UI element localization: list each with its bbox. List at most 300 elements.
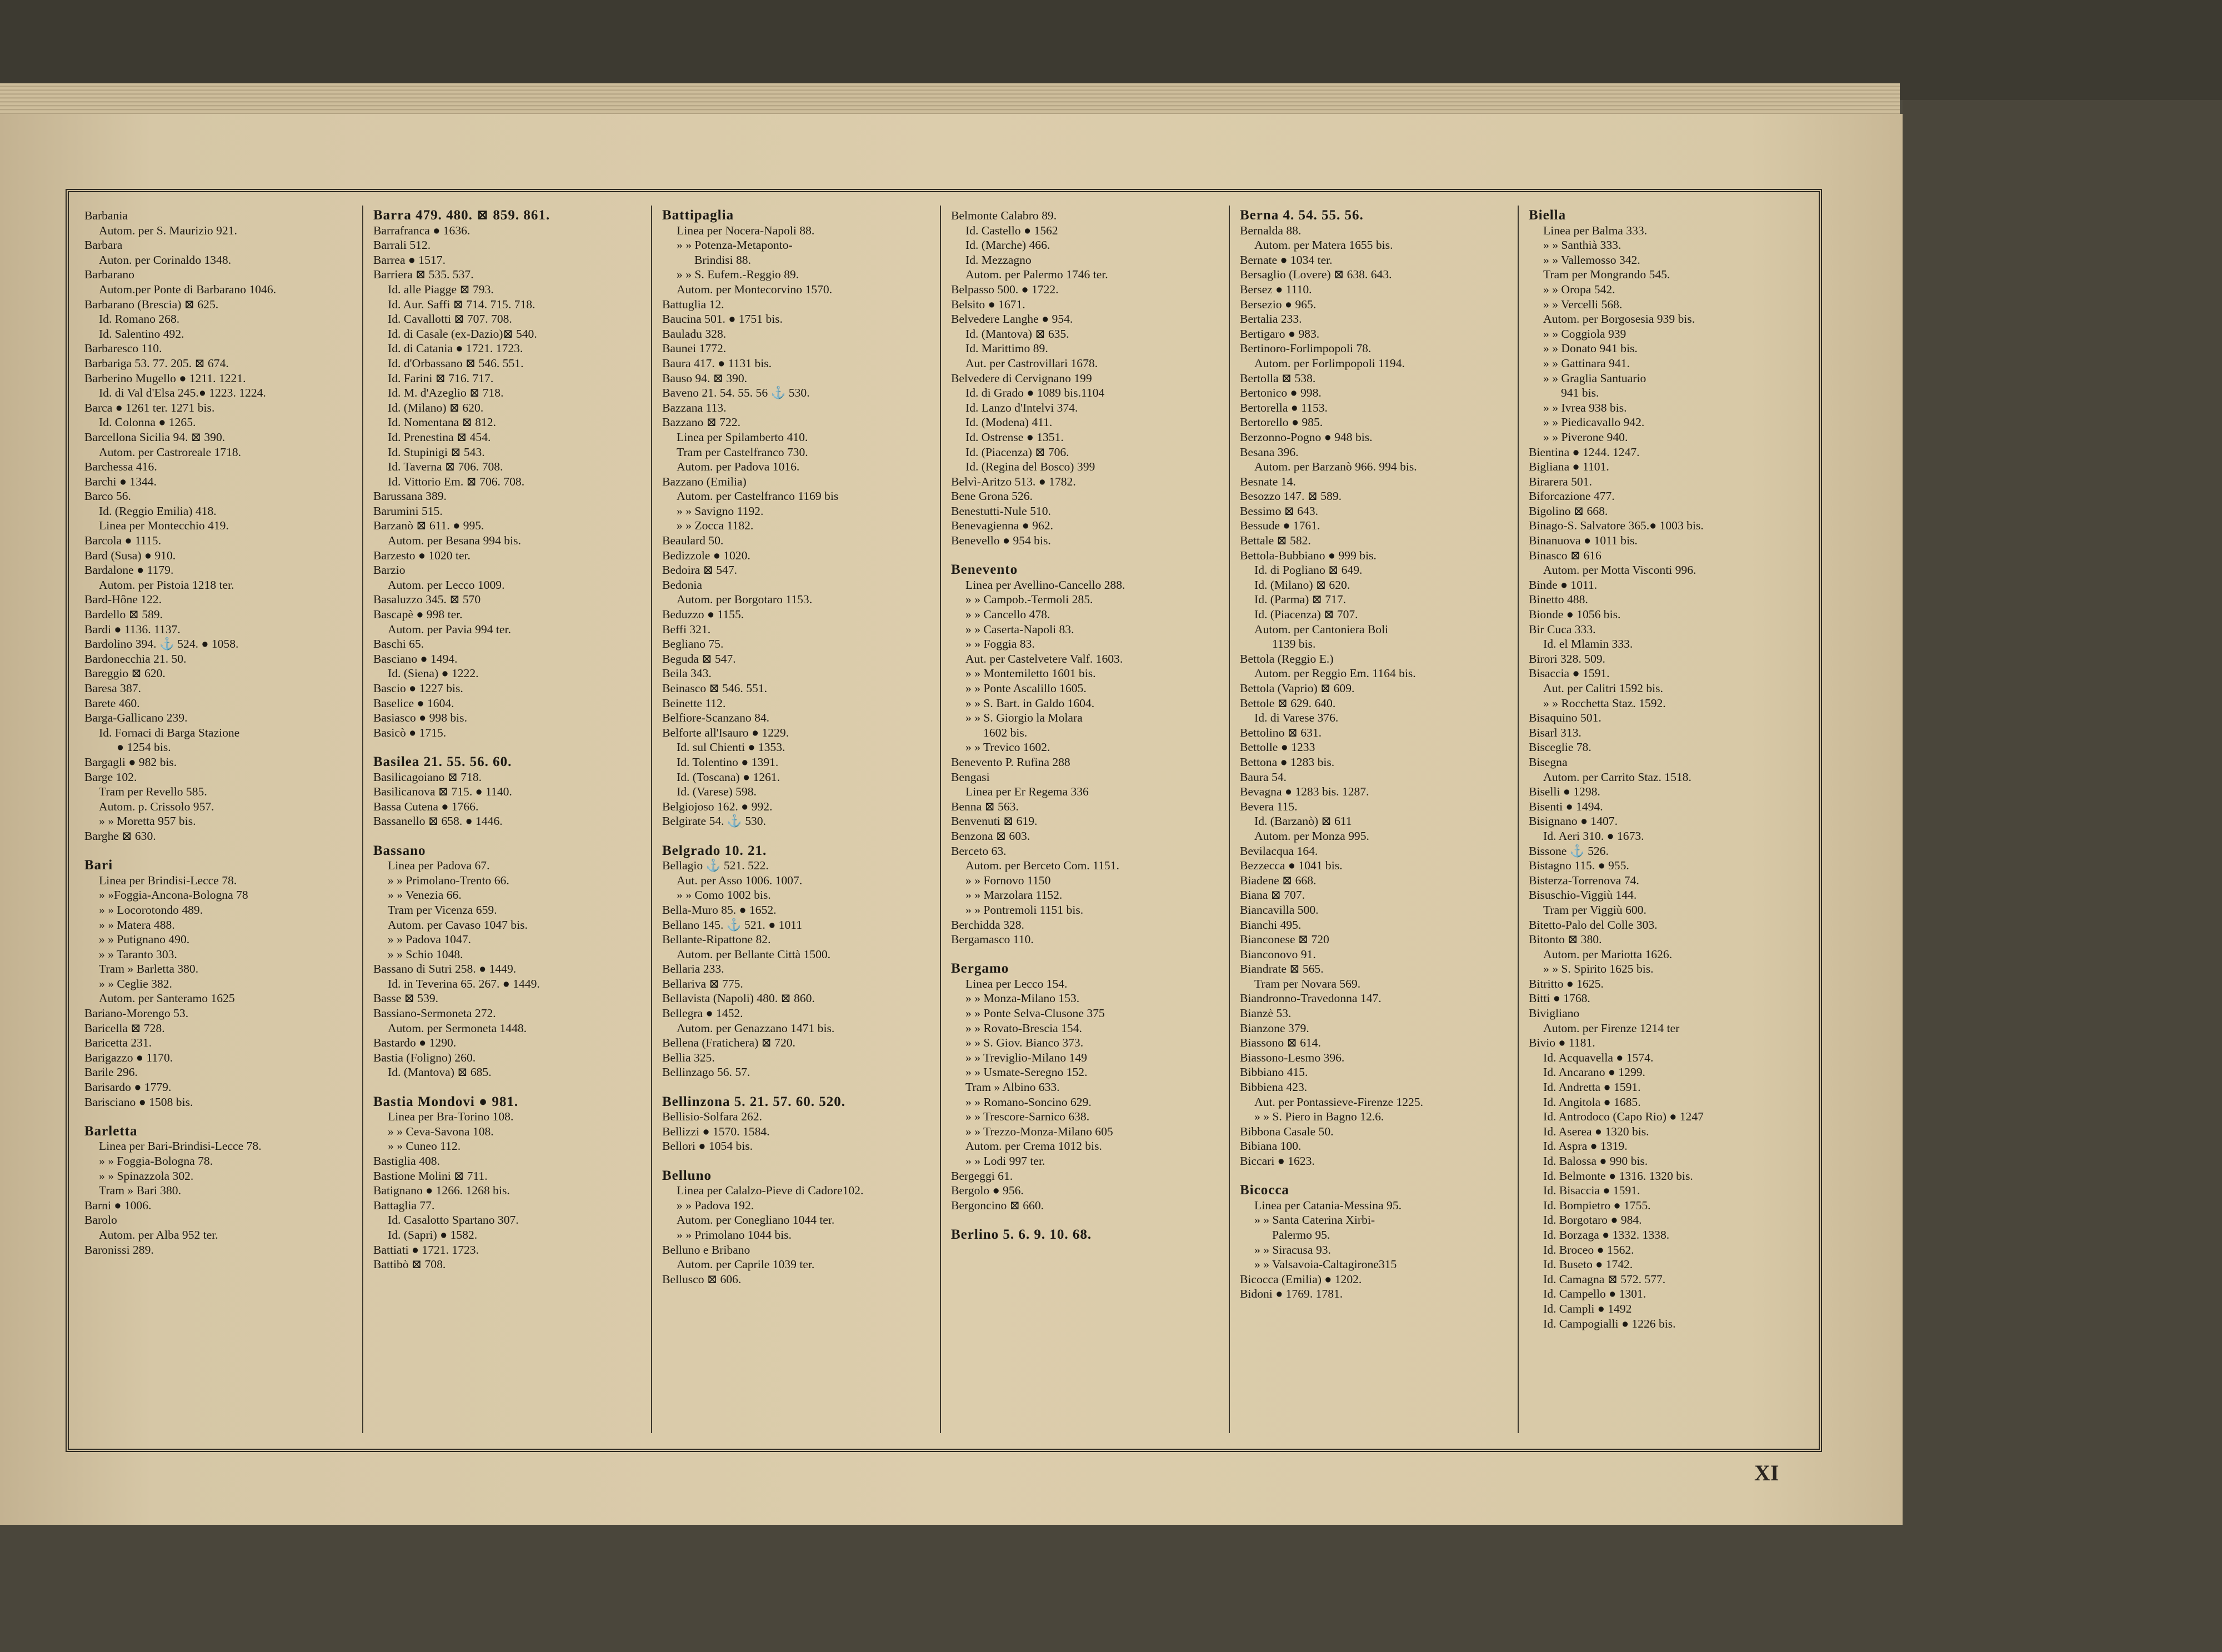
index-entry: Barga-Gallicano 239. [84, 711, 188, 725]
index-entry: ● 1254 bis. [117, 740, 171, 754]
index-entry: » » Donato 941 bis. [1543, 342, 1638, 356]
index-entry: Beaulard 50. [662, 534, 724, 548]
index-entry: Barile 296. [84, 1065, 138, 1079]
index-entry: Bazzano ⊠ 722. [662, 415, 741, 429]
index-entry: Bertorello ● 985. [1240, 415, 1323, 429]
index-entry: Linea per Calalzo-Pieve di Cadore102. [677, 1184, 864, 1198]
index-entry: Id. Prenestina ⊠ 454. [388, 430, 491, 444]
index-entry: Bezzecca ● 1041 bis. [1240, 859, 1343, 873]
index-entry: Beila 343. [662, 667, 712, 680]
index-entry: Bellori ● 1054 bis. [662, 1139, 753, 1153]
index-heading: Belgrado 10. 21. [662, 843, 767, 858]
index-entry: Linea per Bra-Torino 108. [388, 1110, 514, 1124]
page-number: XI [1754, 1460, 1779, 1485]
index-entry: Bitetto-Palo del Colle 303. [1529, 918, 1658, 932]
index-entry: Bassiano-Sermoneta 272. [373, 1007, 496, 1020]
index-entry: Autom. per Cavaso 1047 bis. [388, 918, 528, 932]
index-entry: Tram per Vicenza 659. [388, 903, 497, 917]
index-entry: Bettale ⊠ 582. [1240, 534, 1311, 548]
index-entry: Bevera 115. [1240, 799, 1298, 813]
index-entry: Id. Marittimo 89. [965, 342, 1048, 356]
index-entry: Bibbona Casale 50. [1240, 1124, 1334, 1138]
index-entry: Autom. per Lecco 1009. [388, 578, 505, 592]
index-entry: Autom. per Firenze 1214 ter [1543, 1021, 1680, 1035]
index-entry: Aut. per Castrovillari 1678. [965, 356, 1098, 370]
index-entry: Beffi 321. [662, 622, 711, 636]
column-divider [1518, 206, 1519, 1433]
index-entry: Bianconovo 91. [1240, 947, 1316, 961]
index-entry: Bernalda 88. [1240, 223, 1302, 237]
index-entry: Id. Bisaccia ● 1591. [1543, 1184, 1640, 1198]
background-bottom [0, 1525, 1903, 1652]
index-entry: Bianzè 53. [1240, 1007, 1292, 1020]
index-entry: » » S. Spirito 1625 bis. [1543, 962, 1654, 976]
index-entry: Bir Cuca 333. [1529, 622, 1596, 636]
index-entry: » » Vallemosso 342. [1543, 253, 1640, 267]
index-entry: Bassano di Sutri 258. ● 1449. [373, 962, 517, 976]
index-entry: Id. (Modena) 411. [965, 415, 1053, 429]
index-entry: Biancavilla 500. [1240, 903, 1319, 917]
index-entry: Biselli ● 1298. [1529, 785, 1600, 799]
index-entry: Tram per Novara 569. [1254, 977, 1361, 990]
index-entry: Baricetta 231. [84, 1036, 152, 1050]
index-entry: Autom. per Sermoneta 1448. [388, 1021, 527, 1035]
index-entry: Id. (Milano) ⊠ 620. [388, 401, 484, 414]
index-entry: Beguda ⊠ 547. [662, 652, 736, 665]
column-divider [651, 206, 652, 1433]
column-divider [940, 206, 941, 1433]
index-entry: » » Spinazzola 302. [99, 1169, 194, 1183]
index-entry: Bisterza-Torrenova 74. [1529, 873, 1639, 887]
index-entry: Id. (Varese) 598. [677, 785, 757, 799]
index-entry: » » Marzolara 1152. [965, 888, 1063, 902]
index-entry: Autom. per Besana 994 bis. [388, 534, 521, 548]
index-entry: Id. Aspra ● 1319. [1543, 1139, 1628, 1153]
index-entry: Autom. per Castelfranco 1169 bis [677, 489, 839, 503]
index-entry: Bisaquino 501. [1529, 711, 1602, 725]
spacer [1240, 1169, 1512, 1184]
index-entry: » » Ivrea 938 bis. [1543, 401, 1627, 414]
index-entry: Bassanello ⊠ 658. ● 1446. [373, 814, 503, 828]
index-entry: Berceto 63. [951, 844, 1007, 858]
index-entry: Id. Aserea ● 1320 bis. [1543, 1124, 1649, 1138]
index-entry: Bessude ● 1761. [1240, 519, 1320, 533]
index-entry: Linea per Montecchio 419. [99, 519, 229, 533]
index-entry: Autom. per Santeramo 1625 [99, 992, 235, 1005]
index-entry: Id. Aur. Saffi ⊠ 714. 715. 718. [388, 297, 536, 311]
index-entry: Besana 396. [1240, 445, 1299, 459]
index-entry: Aut. per Asso 1006. 1007. [677, 873, 803, 887]
index-entry: » » Graglia Santuario [1543, 371, 1647, 385]
index-entry: Birori 328. 509. [1529, 652, 1605, 665]
index-entry: Bisuschio-Viggiù 144. [1529, 888, 1637, 902]
index-entry: Baura 54. [1240, 770, 1287, 784]
index-entry: Barbaresco 110. [84, 342, 162, 356]
index-entry: Id. Mezzagno [965, 253, 1032, 267]
index-entry: Id. Aeri 310. ● 1673. [1543, 829, 1644, 843]
index-entry: Tram per Revello 585. [99, 785, 207, 799]
index-entry: Bellaria 233. [662, 962, 724, 976]
index-entry: Barzio [373, 563, 406, 577]
index-entry: » » Primolano-Trento 66. [388, 873, 509, 887]
index-entry: Barriera ⊠ 535. 537. [373, 268, 474, 282]
index-entry: Id. Fornaci di Barga Stazione [99, 725, 240, 739]
index-entry: Basiasco ● 998 bis. [373, 711, 467, 725]
index-entry: Autom. per Montecorvino 1570. [677, 282, 833, 296]
index-heading: Benevento [951, 563, 1018, 578]
index-entry: Bersaglio (Lovere) ⊠ 638. 643. [1240, 268, 1392, 282]
index-entry: Barumini 515. [373, 504, 443, 518]
index-entry: Id. sul Chienti ● 1353. [677, 740, 785, 754]
spacer [84, 1109, 357, 1124]
index-entry: Tram » Albino 633. [965, 1080, 1060, 1094]
index-column-2 [373, 208, 645, 1272]
index-entry: Id. Antrodoco (Capo Rio) ● 1247 [1543, 1110, 1704, 1124]
index-entry: Tram per Mongrando 545. [1543, 268, 1670, 282]
index-entry: Autom. per Castroreale 1718. [99, 445, 242, 459]
index-entry: Barbania [84, 209, 128, 222]
index-entry: Bardalone ● 1179. [84, 563, 174, 577]
index-entry: Id. di Casale (ex-Dazio)⊠ 540. [388, 327, 537, 341]
index-entry: Autom. per Cantoniera Boli [1254, 622, 1389, 636]
index-entry: Besnate 14. [1240, 474, 1296, 488]
index-entry: » » Lodi 997 ter. [965, 1154, 1045, 1168]
index-entry: » » Ceva-Savona 108. [388, 1124, 494, 1138]
index-entry: » » Foggia-Bologna 78. [99, 1154, 213, 1168]
index-entry: » » Como 1002 bis. [677, 888, 771, 902]
index-entry: Autom. per Caprile 1039 ter. [677, 1258, 815, 1271]
index-entry: Besozzo 147. ⊠ 589. [1240, 489, 1342, 503]
index-entry: Auton. per Corinaldo 1348. [99, 253, 232, 267]
index-entry: Id. (Regina del Bosco) 399 [965, 460, 1095, 474]
index-entry: Bisegna [1529, 755, 1568, 769]
index-entry: » » Putignano 490. [99, 933, 190, 947]
index-entry: Barzanò ⊠ 611. ● 995. [373, 519, 484, 533]
index-entry: Id. Farini ⊠ 716. 717. [388, 371, 494, 385]
index-entry: Beduzzo ● 1155. [662, 608, 744, 622]
index-entry: Autom. per Monza 995. [1254, 829, 1369, 843]
index-entry: » » Vercelli 568. [1543, 297, 1623, 311]
index-entry: Id. Castello ● 1562 [965, 223, 1058, 237]
index-entry: Autom. per Matera 1655 bis. [1254, 238, 1393, 252]
index-entry: Bettole ⊠ 629. 640. [1240, 696, 1336, 710]
index-entry: Bianchi 495. [1240, 918, 1302, 932]
index-entry: Tram » Barletta 380. [99, 962, 199, 976]
index-entry: Biandrate ⊠ 565. [1240, 962, 1324, 976]
index-entry: Autom. per Pistoia 1218 ter. [99, 578, 234, 592]
index-entry: Bitritto ● 1625. [1529, 977, 1604, 990]
index-entry: Bianzone 379. [1240, 1021, 1309, 1035]
index-entry: Id. (Siena) ● 1222. [388, 667, 479, 680]
index-entry: Barni ● 1006. [84, 1198, 152, 1212]
index-entry: » » Cuneo 112. [388, 1139, 461, 1153]
index-entry: » » Trescore-Sarnico 638. [965, 1110, 1090, 1124]
index-entry: Linea per Catania-Messina 95. [1254, 1198, 1402, 1212]
index-entry: Id. d'Orbassano ⊠ 546. 551. [388, 356, 524, 370]
index-entry: » » Potenza-Metaponto- [677, 238, 793, 252]
index-entry: Id. Colonna ● 1265. [99, 415, 196, 429]
index-entry: Palermo 95. [1272, 1228, 1330, 1241]
index-entry: » » Padova 192. [677, 1198, 754, 1212]
index-entry: Aut. per Calitri 1592 bis. [1543, 682, 1663, 695]
index-entry: Barchi ● 1344. [84, 474, 157, 488]
index-entry: Basse ⊠ 539. [373, 992, 439, 1005]
index-entry: Autom. per Palermo 1746 ter. [965, 268, 1108, 282]
index-entry: Id. Vittorio Em. ⊠ 706. 708. [388, 474, 525, 488]
index-entry: Id. Belmonte ● 1316. 1320 bis. [1543, 1169, 1693, 1183]
index-entry: Linea per Brindisi-Lecce 78. [99, 873, 237, 887]
index-entry: » » Santhià 333. [1543, 238, 1622, 252]
index-entry: Basciano ● 1494. [373, 652, 458, 665]
index-entry: Benevagienna ● 962. [951, 519, 1053, 533]
index-entry: » » Coggiola 939 [1543, 327, 1627, 341]
index-entry: Id. el Mlamin 333. [1543, 637, 1633, 651]
index-entry: Barisciano ● 1508 bis. [84, 1095, 193, 1109]
index-entry: Id. (Piacenza) ⊠ 707. [1254, 608, 1358, 622]
index-entry: Biccari ● 1623. [1240, 1154, 1315, 1168]
index-entry: Belsito ● 1671. [951, 297, 1025, 311]
index-entry: » » Savigno 1192. [677, 504, 764, 518]
index-entry: » » Locorotondo 489. [99, 903, 203, 917]
index-entry: » » Campob.-Termoli 285. [965, 593, 1093, 607]
index-entry: Barca ● 1261 ter. 1271 bis. [84, 401, 215, 414]
index-entry: Id. Balossa ● 990 bis. [1543, 1154, 1648, 1168]
index-entry: » » Trevico 1602. [965, 740, 1050, 754]
index-entry: Bedizzole ● 1020. [662, 548, 750, 562]
index-entry: Bene Grona 526. [951, 489, 1033, 503]
index-entry: Bibbiena 423. [1240, 1080, 1308, 1094]
index-column-4 [951, 208, 1223, 1243]
index-entry: Bitti ● 1768. [1529, 992, 1590, 1005]
index-entry: Belmonte Calabro 89. [951, 209, 1057, 222]
index-entry: Id. (Sapri) ● 1582. [388, 1228, 478, 1241]
index-entry: Bersez ● 1110. [1240, 282, 1312, 296]
index-entry: Benvenuti ⊠ 619. [951, 814, 1038, 828]
index-entry: Linea per Er Regema 336 [965, 785, 1089, 799]
index-entry: Bedoira ⊠ 547. [662, 563, 738, 577]
spacer [951, 947, 1223, 962]
index-entry: Id. di Val d'Elsa 245.● 1223. 1224. [99, 386, 266, 400]
index-entry: Bettola-Bubbiano ● 999 bis. [1240, 548, 1377, 562]
index-entry: Tram per Viggiù 600. [1543, 903, 1647, 917]
index-entry: Bascapè ● 998 ter. [373, 608, 463, 622]
index-entry: Id. di Grado ● 1089 bis.1104 [965, 386, 1105, 400]
index-entry: Bastia (Foligno) 260. [373, 1050, 476, 1064]
index-entry: Aut. per Castelvetere Valf. 1603. [965, 652, 1123, 665]
column-divider [362, 206, 363, 1433]
index-entry: Id. Ostrense ● 1351. [965, 430, 1064, 444]
index-entry: Linea per Bari-Brindisi-Lecce 78. [99, 1139, 262, 1153]
index-entry: Bettola (Vaprio) ⊠ 609. [1240, 682, 1355, 695]
index-entry: Bevagna ● 1283 bis. 1287. [1240, 785, 1369, 799]
spacer [373, 740, 645, 755]
index-entry: » » Trezzo-Monza-Milano 605 [965, 1124, 1113, 1138]
index-entry: Bard-Hône 122. [84, 593, 162, 607]
index-entry: Bettona ● 1283 bis. [1240, 755, 1335, 769]
index-entry: Autom. per Forlimpopoli 1194. [1254, 356, 1405, 370]
index-entry: Battaglia 77. [373, 1198, 435, 1212]
index-entry: » »Foggia-Ancona-Bologna 78 [99, 888, 248, 902]
index-entry: Binago-S. Salvatore 365.● 1003 bis. [1529, 519, 1704, 533]
index-entry: Biassono ⊠ 614. [1240, 1036, 1321, 1050]
index-entry: Belvedere di Cervignano 199 [951, 371, 1092, 385]
index-entry: Binasco ⊠ 616 [1529, 548, 1602, 562]
index-entry: 1139 bis. [1272, 637, 1316, 651]
index-entry: Bionde ● 1056 bis. [1529, 608, 1621, 622]
index-column-6 [1529, 208, 1801, 1331]
index-entry: Belforte all'Isauro ● 1229. [662, 725, 789, 739]
index-entry: Bisignano ● 1407. [1529, 814, 1618, 828]
index-entry: Bettola (Reggio E.) [1240, 652, 1334, 665]
index-entry: » » Schio 1048. [388, 947, 463, 961]
index-entry: » » Foggia 83. [965, 637, 1035, 651]
index-entry: Barolo [84, 1213, 117, 1227]
index-entry: Bersezio ● 965. [1240, 297, 1317, 311]
index-column-3 [662, 208, 934, 1286]
index-entry: Baricella ⊠ 728. [84, 1021, 165, 1035]
index-entry: Barussana 389. [373, 489, 447, 503]
index-entry: Bicocca (Emilia) ● 1202. [1240, 1272, 1362, 1286]
index-entry: Bianconese ⊠ 720 [1240, 933, 1329, 947]
index-entry: Bissone ⚓ 526. [1529, 844, 1609, 858]
index-entry: Id. Taverna ⊠ 706. 708. [388, 460, 503, 474]
index-entry: Linea per Padova 67. [388, 859, 490, 873]
index-entry: Id. Nomentana ⊠ 812. [388, 415, 496, 429]
index-entry: Bivio ● 1181. [1529, 1036, 1595, 1050]
index-entry: » » Padova 1047. [388, 933, 471, 947]
index-entry: Bauladu 328. [662, 327, 727, 341]
index-entry: Id. (Reggio Emilia) 418. [99, 504, 217, 518]
index-entry: Bella-Muro 85. ● 1652. [662, 903, 777, 917]
index-entry: Autom. per Carrito Staz. 1518. [1543, 770, 1691, 784]
index-entry: » » Primolano 1044 bis. [677, 1228, 792, 1241]
index-entry: Bisceglie 78. [1529, 740, 1592, 754]
index-entry: Autom. per Motta Visconti 996. [1543, 563, 1696, 577]
index-entry: Id. di Catania ● 1721. 1723. [388, 342, 523, 356]
index-entry: Tram per Castelfranco 730. [677, 445, 808, 459]
index-entry: Id. Campello ● 1301. [1543, 1287, 1647, 1301]
index-heading: Belluno [662, 1168, 712, 1183]
spacer [662, 1080, 934, 1095]
index-entry: Barbara [84, 238, 123, 252]
index-entry: Brindisi 88. [694, 253, 751, 267]
index-entry: Bastione Molini ⊠ 711. [373, 1169, 488, 1183]
index-entry: Autom. per Barzanò 966. 994 bis. [1254, 460, 1417, 474]
index-entry: Barco 56. [84, 489, 131, 503]
index-entry: » » S. Giov. Bianco 373. [965, 1036, 1084, 1050]
index-entry: Belvì-Aritzo 513. ● 1782. [951, 474, 1076, 488]
index-entry: Benzona ⊠ 603. [951, 829, 1030, 843]
index-entry: Benevello ● 954 bis. [951, 534, 1051, 548]
index-entry: Bidoni ● 1769. 1781. [1240, 1287, 1343, 1301]
index-heading: Bergamo [951, 962, 1009, 977]
index-heading: Basilea 21. 55. 56. 60. [373, 754, 512, 769]
index-entry: Autom. per Berceto Com. 1151. [965, 859, 1119, 873]
index-entry: » » S. Eufem.-Reggio 89. [677, 268, 799, 282]
index-entry: Id. M. d'Azeglio ⊠ 718. [388, 386, 504, 400]
index-entry: Id. Camagna ⊠ 572. 577. [1543, 1272, 1666, 1286]
index-entry: 1602 bis. [983, 725, 1028, 739]
index-entry: Barete 460. [84, 696, 140, 710]
index-entry: » » Fornovo 1150 [965, 873, 1051, 887]
spacer [951, 548, 1223, 563]
index-heading: Bassano [373, 843, 426, 858]
index-entry: Bevilacqua 164. [1240, 844, 1318, 858]
index-entry: Bergoncino ⊠ 660. [951, 1198, 1044, 1212]
index-entry: Id. Romano 268. [99, 312, 180, 326]
index-entry: » » Caserta-Napoli 83. [965, 622, 1074, 636]
index-entry: Bardello ⊠ 589. [84, 608, 163, 622]
index-entry: Id. Campogialli ● 1226 bis. [1543, 1316, 1676, 1330]
index-entry: Bariano-Morengo 53. [84, 1007, 189, 1020]
index-entry: Bardolino 394. ⚓ 524. ● 1058. [84, 637, 239, 651]
index-entry: Barberino Mugello ● 1211. 1221. [84, 371, 246, 385]
index-entry: Binetto 488. [1529, 593, 1588, 607]
index-heading: Berlino 5. 6. 9. 10. 68. [951, 1227, 1092, 1242]
index-entry: Birarera 501. [1529, 474, 1592, 488]
index-entry: Bedonia [662, 578, 702, 592]
index-entry: Barcola ● 1115. [84, 534, 161, 548]
index-entry: Id. Borgotaro ● 984. [1543, 1213, 1642, 1227]
index-entry: Id. Angitola ● 1685. [1543, 1095, 1641, 1109]
index-entry: Biassono-Lesmo 396. [1240, 1050, 1345, 1064]
index-entry: Belvedere Langhe ● 954. [951, 312, 1073, 326]
index-entry: Baronissi 289. [84, 1243, 154, 1256]
index-entry: » » Santa Caterina Xirbi- [1254, 1213, 1375, 1227]
index-entry: Bitonto ⊠ 380. [1529, 933, 1602, 947]
index-entry: Id. (Mantova) ⊠ 685. [388, 1065, 492, 1079]
index-entry: Id. Acquavella ● 1574. [1543, 1050, 1654, 1064]
index-entry: Basilicagoiano ⊠ 718. [373, 770, 482, 784]
index-entry: Barge 102. [84, 770, 137, 784]
index-entry: Basilicanova ⊠ 715. ● 1140. [373, 785, 512, 799]
index-entry: » » Ponte Selva-Clusone 375 [965, 1007, 1105, 1020]
index-entry: Autom. per Crema 1012 bis. [965, 1139, 1102, 1153]
index-entry: Autom. p. Crissolo 957. [99, 799, 214, 813]
index-entry: Id. Borzaga ● 1332. 1338. [1543, 1228, 1670, 1241]
index-entry: » » Rocchetta Staz. 1592. [1543, 696, 1666, 710]
index-entry: » » S. Giorgio la Molara [965, 711, 1083, 725]
index-entry: Bascio ● 1227 bis. [373, 682, 463, 695]
index-entry: Begliano 75. [662, 637, 724, 651]
index-entry: » » Usmate-Seregno 152. [965, 1065, 1088, 1079]
index-entry: Autom. per Bellante Città 1500. [677, 947, 831, 961]
column-divider [1229, 206, 1230, 1433]
spacer [373, 1080, 645, 1095]
index-entry: Id. Andretta ● 1591. [1543, 1080, 1641, 1094]
index-heading: Barletta [84, 1124, 138, 1139]
index-entry: Bertorella ● 1153. [1240, 401, 1328, 414]
index-entry: Bellizzi ● 1570. 1584. [662, 1124, 770, 1138]
index-entry: » » Taranto 303. [99, 947, 177, 961]
index-entry: Bellisio-Solfara 262. [662, 1110, 762, 1124]
index-entry: Bisenti ● 1494. [1529, 799, 1603, 813]
index-entry: Bernate ● 1034 ter. [1240, 253, 1333, 267]
index-entry: Barghe ⊠ 630. [84, 829, 156, 843]
index-entry: » » Ponte Ascalillo 1605. [965, 682, 1087, 695]
index-entry: Autom. per Borgosesia 939 bis. [1543, 312, 1695, 326]
index-entry: Beinasco ⊠ 546. 551. [662, 682, 768, 695]
index-entry: Bientina ● 1244. 1247. [1529, 445, 1640, 459]
index-entry: Bard (Susa) ● 910. [84, 548, 176, 562]
index-entry: » » Valsavoia-Caltagirone315 [1254, 1258, 1397, 1271]
index-entry: Benestutti-Nule 510. [951, 504, 1051, 518]
index-entry: Bisarl 313. [1529, 725, 1582, 739]
index-entry: Autom. per Borgotaro 1153. [677, 593, 813, 607]
index-entry: Baresa 387. [84, 682, 141, 695]
index-entry: Id. Salentino 492. [99, 327, 184, 341]
index-entry: » » Gattinara 941. [1543, 356, 1630, 370]
